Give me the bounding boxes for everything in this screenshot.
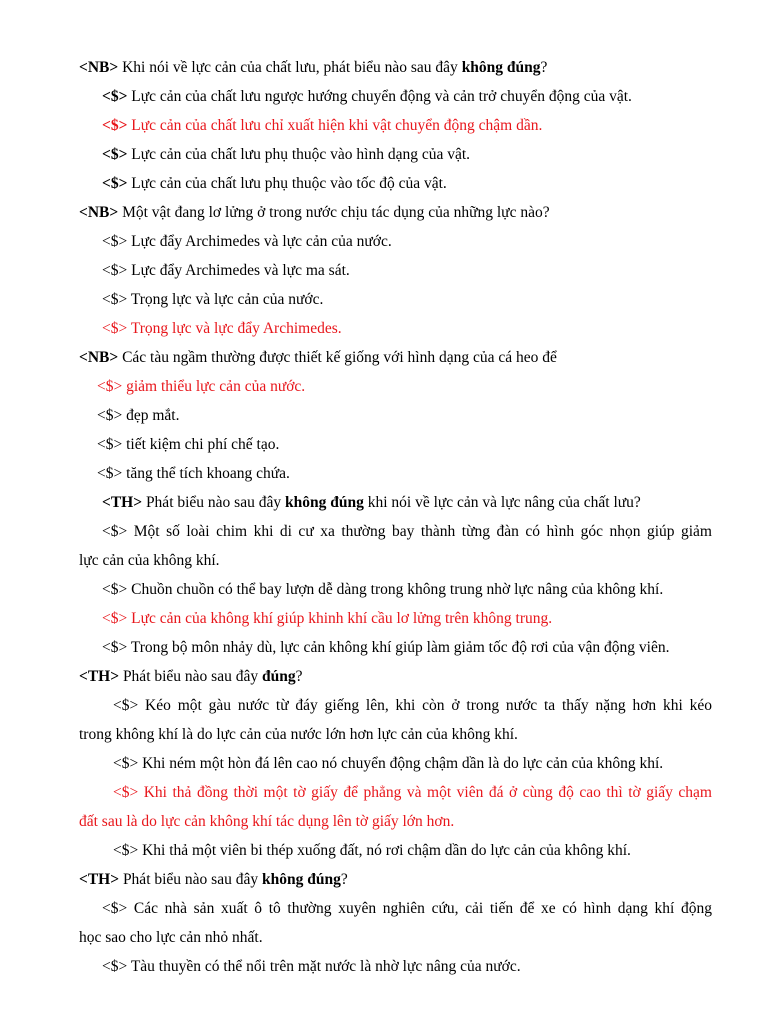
answer-line-highlighted [79,376,712,398]
text-line [79,86,712,108]
text-line [79,492,712,514]
bold-text: không đúng [284,494,364,511]
text-line [79,405,712,427]
text-line [79,260,712,282]
bold-text: <NB> [79,349,119,366]
bold-text: không đúng [261,871,341,888]
text-line [79,57,712,79]
answer-line-highlighted [79,782,712,804]
text-run: <$> Khi thả đồng thời một tờ giấy để phẳng và một viên đá ở cùng độ cao thì tờ giấy chạm [113,784,712,801]
text-line [79,463,712,485]
text-line [79,434,712,456]
text-line [79,521,712,543]
bold-text: <TH> [79,668,120,685]
text-line [79,753,712,775]
text-line [79,550,712,572]
text-run: Phát biểu nào sau đây [119,871,262,888]
text-run: Lực cản của chất lưu ngược hướng chuyển động và cản trở chuyển động của vật. [127,88,632,105]
text-run: <$> Trong bộ môn nhảy dù, lực cản không khí giúp làm giảm tốc độ rơi của vận động viên. [102,639,670,656]
text-line [79,144,712,166]
text-run: <$> Lực cản của không khí giúp khinh khí cầu lơ lửng trên không trung. [102,610,553,627]
text-line [79,956,712,978]
text-line [79,579,712,601]
text-line [79,173,712,195]
text-line [79,840,712,862]
text-run: Một vật đang lơ lửng ở trong nước chịu tác dụng của những lực nào? [118,204,550,221]
text-run: Khi nói về lực cản của chất lưu, phát biểu nào sau đây [118,59,462,76]
bold-text: <NB> [79,59,119,76]
text-line [79,898,712,920]
bold-text: đúng [261,668,296,685]
text-run: <$> tiết kiệm chi phí chế tạo. [97,436,280,453]
text-run: đất sau là do lực cản không khí tác dụng lên tờ giấy lớn hơn. [79,813,455,830]
text-run: Lực cản của chất lưu phụ thuộc vào hình dạng của vật. [127,146,471,163]
bold-text: <$> [102,175,128,192]
text-line [79,927,712,949]
text-run: ? [540,59,548,76]
text-run: <$> Lực đẩy Archimedes và lực ma sát. [102,262,350,279]
text-run: ? [295,668,303,685]
text-line [79,347,712,369]
text-line [79,637,712,659]
answer-line-highlighted [79,115,712,137]
text-run: Phát biểu nào sau đây [142,494,285,511]
text-run: <$> Lực đẩy Archimedes và lực cản của nước. [102,233,392,250]
answer-line-highlighted [79,318,712,340]
text-run: <$> Tàu thuyền có thể nổi trên mặt nước là nhờ lực nâng của nước. [102,958,521,975]
text-line [79,289,712,311]
text-run: Lực cản của chất lưu chỉ xuất hiện khi vật chuyển động chậm dần. [127,117,543,134]
text-run: <$> Một số loài chim khi di cư xa thường bay thành từng đàn có hình góc nhọn giúp giảm [102,523,712,540]
text-run: Các tàu ngầm thường được thiết kế giống với hình dạng của cá heo để [118,349,557,366]
text-line [79,695,712,717]
answer-line-highlighted [79,811,712,833]
bold-text: <$> [102,146,128,163]
text-run: <$> Các nhà sản xuất ô tô thường xuyên nghiên cứu, cải tiến để xe có hình dạng khí động [102,900,712,917]
text-run: <$> tăng thể tích khoang chứa. [97,465,290,482]
bold-text: <$> [102,117,128,134]
bold-text: <TH> [102,494,143,511]
text-run: trong không khí là do lực cản của nước lớn hơn lực cản của không khí. [79,726,518,743]
bold-text: <NB> [79,204,119,221]
answer-line-highlighted [79,608,712,630]
bold-text: <TH> [79,871,120,888]
text-run: <$> Khi thả một viên bi thép xuống đất, nó rơi chậm dần do lực cản của không khí. [113,842,631,859]
text-run: <$> đẹp mắt. [97,407,180,424]
bold-text: <$> [102,88,128,105]
text-line [79,869,712,891]
text-run: <$> Trọng lực và lực đẩy Archimedes. [102,320,342,337]
text-run: <$> Khi ném một hòn đá lên cao nó chuyển động chậm dần là do lực cản của không khí. [113,755,664,772]
text-run: <$> Chuồn chuồn có thể bay lượn dễ dàng trong không trung nhờ lực nâng của không khí. [102,581,664,598]
text-run: <$> Kéo một gàu nước từ đáy giếng lên, khi còn ở trong nước ta thấy nặng hơn khi kéo [113,697,712,714]
text-run: ? [340,871,348,888]
text-line [79,724,712,746]
text-run: <$> giảm thiểu lực cản của nước. [97,378,306,395]
bold-text: không đúng [461,59,541,76]
text-run: Phát biểu nào sau đây [119,668,262,685]
text-run: Lực cản của chất lưu phụ thuộc vào tốc độ của vật. [127,175,447,192]
text-run: <$> Trọng lực và lực cản của nước. [102,291,324,308]
text-run: khi nói về lực cản và lực nâng của chất lưu? [363,494,641,511]
text-line [79,666,712,688]
text-line [79,202,712,224]
text-run: lực cản của không khí. [79,552,220,569]
text-run: học sao cho lực cản nhỏ nhất. [79,929,263,946]
text-line [79,231,712,253]
